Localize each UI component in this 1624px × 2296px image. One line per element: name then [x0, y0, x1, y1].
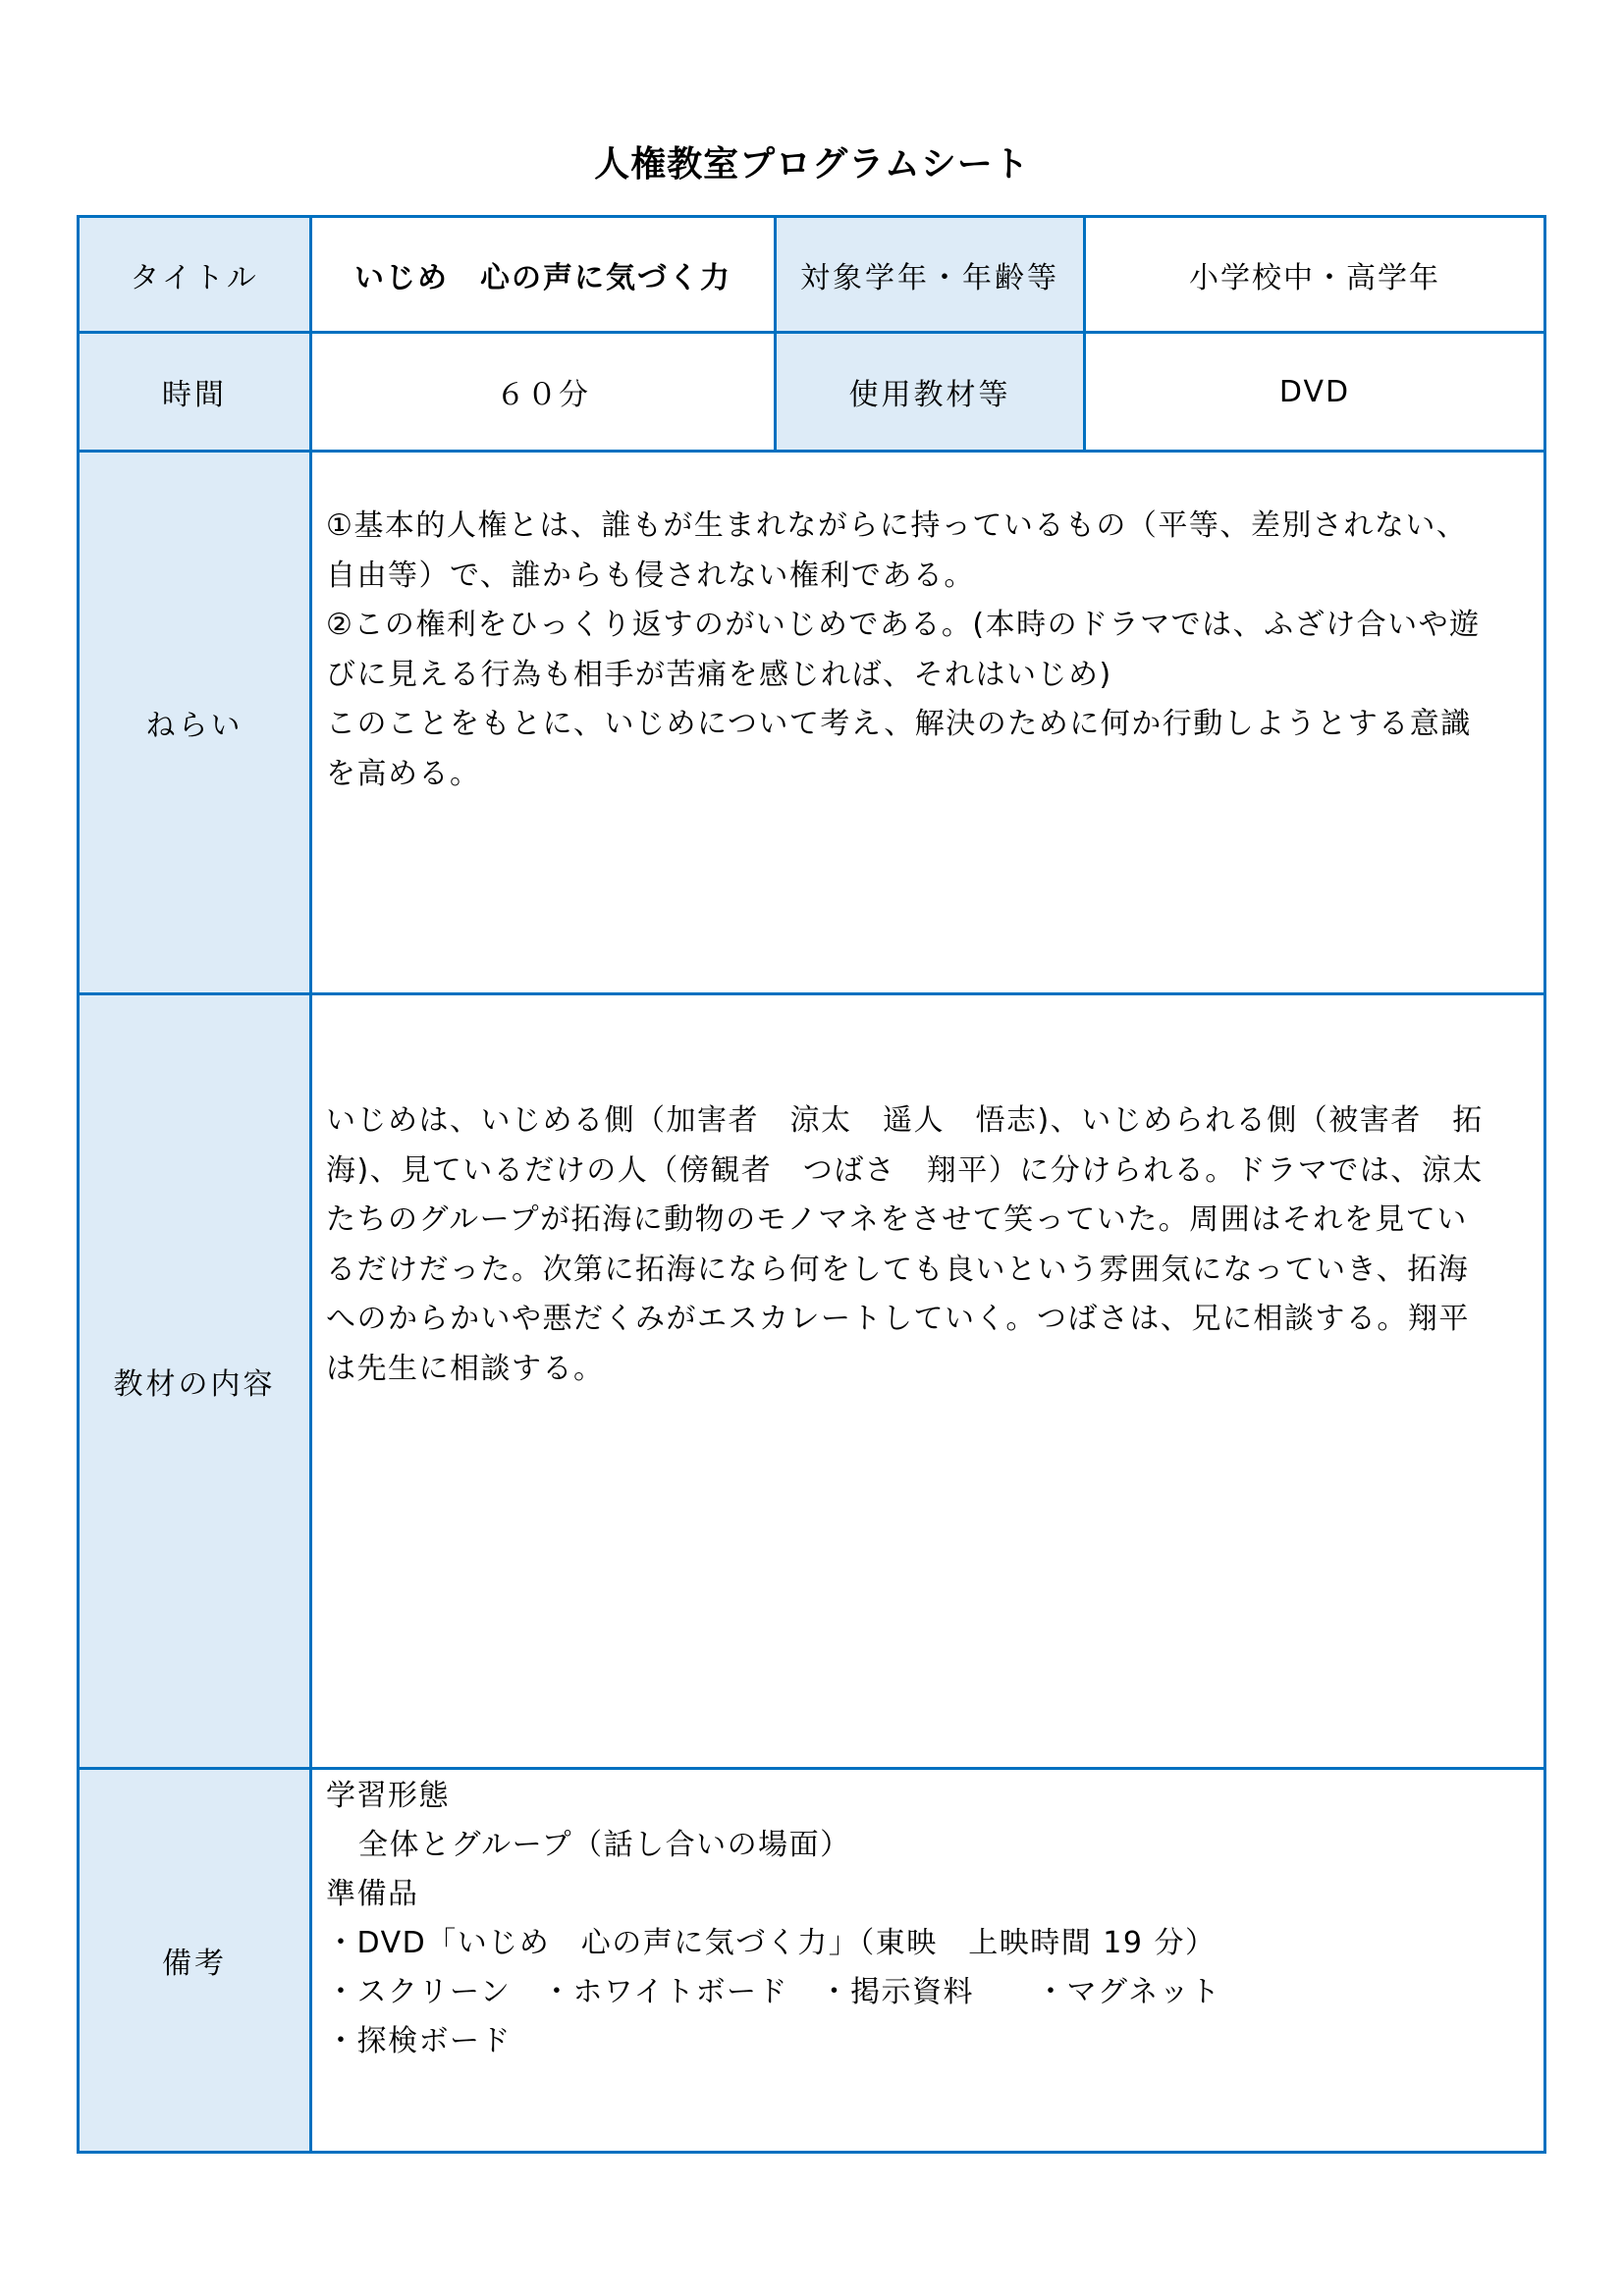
- label-time: 時間: [77, 331, 312, 453]
- aim-line: を高める。: [326, 756, 481, 791]
- content-line: いじめは、いじめる側（加害者 涼太 遥人 悟志)、いじめられる側（被害者 拓: [326, 1103, 1484, 1138]
- label-materials: 使用教材等: [774, 331, 1086, 453]
- value-title: いじめ 心の声に気づく力: [309, 215, 777, 334]
- label-remarks: 備考: [77, 1767, 312, 2154]
- aim-line: このことをもとに、いじめについて考え、解決のために何か行動しようとする意識: [326, 707, 1472, 741]
- learning-style: 全体とグループ（話し合いの場面）: [358, 1828, 851, 1862]
- content-line: るだけだった。次第に拓海になら何をしても良いという雰囲気になっていき、拓海: [326, 1252, 1470, 1287]
- value-materials: DVD: [1083, 331, 1546, 453]
- label-title: タイトル: [77, 215, 312, 334]
- preparation-heading: 準備品: [326, 1877, 419, 1911]
- value-time: ６０分: [309, 331, 777, 453]
- content-line: は先生に相談する。: [326, 1351, 605, 1386]
- label-aim: ねらい: [77, 450, 312, 995]
- material-content-text: [309, 992, 1546, 1770]
- content-line: 海)、見ているだけの人（傍観者 つばさ 翔平）に分けられる。ドラマでは、涼太: [326, 1152, 1484, 1188]
- preparation-item: ・スクリーン ・ホワイトボード ・掲示資料 ・マグネット: [326, 1975, 1221, 2009]
- aim-line: ②この権利をひっくり返すのがいじめである。(本時のドラマでは、ふざけ合いや遊: [326, 608, 1481, 642]
- aim-line: 自由等）で、誰からも侵されない権利である。: [326, 558, 975, 593]
- aim-line: ①基本的人権とは、誰もが生まれながらに持っているもの（平等、差別されない、: [326, 508, 1468, 543]
- label-material-content: 教材の内容: [77, 992, 312, 1770]
- aim-text: [309, 450, 1546, 995]
- preparation-item: ・DVD「いじめ 心の声に気づく力」（東映 上映時間 19 分）: [326, 1926, 1217, 1960]
- label-target-grade: 対象学年・年齢等: [774, 215, 1086, 334]
- learning-style-heading: 学習形態: [326, 1779, 450, 1813]
- value-target-grade: 小学校中・高学年: [1083, 215, 1546, 334]
- content-line: たちのグループが拓海に動物のモノマネをさせて笑っていた。周囲はそれを見てい: [326, 1202, 1468, 1237]
- document-title: 人権教室プログラムシート: [594, 144, 1030, 185]
- program-sheet-table: [77, 215, 1546, 2154]
- preparation-item: ・探検ボード: [326, 2024, 512, 2058]
- remarks-text: [309, 1767, 1546, 2154]
- content-line: へのからかいや悪だくみがエスカレートしていく。つばさは、兄に相談する。翔平: [326, 1302, 1470, 1336]
- aim-line: びに見える行為も相手が苦痛を感じれば、それはいじめ): [326, 657, 1112, 692]
